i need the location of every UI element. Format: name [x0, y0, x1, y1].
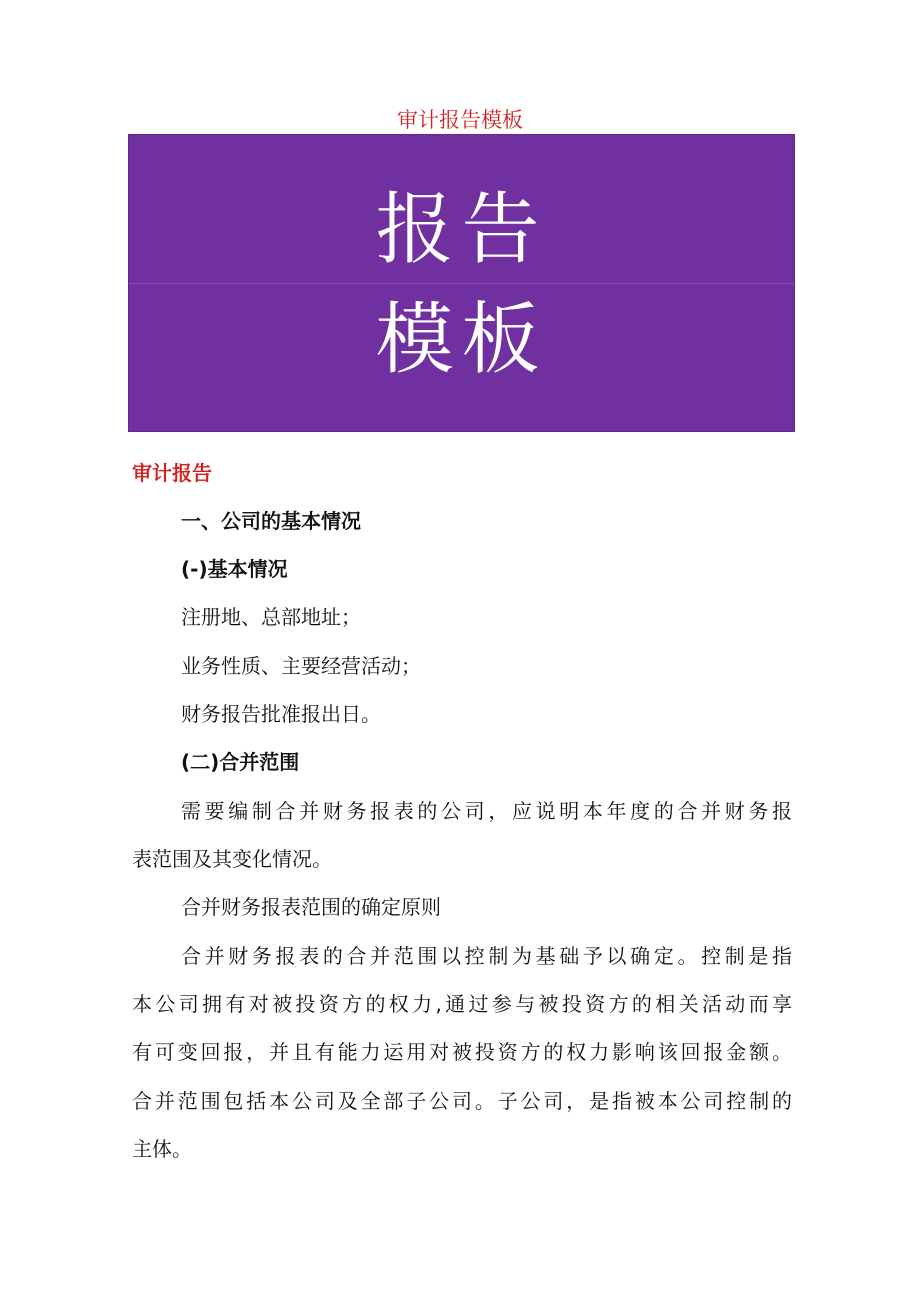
paragraph-title: 合并财务报表范围的确定原则	[181, 895, 441, 919]
cover-divider	[129, 283, 794, 284]
heading-company-basic-info: 一、公司的基本情况	[181, 509, 361, 533]
cover-banner	[128, 134, 795, 432]
paragraph-line: 有可变回报，并且有能力运用对被投资方的权力影响该回报金额。	[132, 1040, 792, 1064]
paragraph-line: 主体。	[132, 1137, 192, 1161]
section-heading: 审计报告	[132, 461, 212, 485]
document-top-title: 审计报告模板	[397, 108, 523, 132]
paragraph-line: 需要编制合并财务报表的公司，应说明本年度的合并财务报	[181, 799, 792, 823]
sub-heading-consolidation-scope: (二)合并范围	[181, 750, 300, 774]
paragraph-line: 合并范围包括本公司及全部子公司。子公司，是指被本公司控制的	[132, 1089, 792, 1113]
sub-heading-basic-info: (-)基本情况	[181, 557, 288, 581]
paragraph-line: 合并财务报表的合并范围以控制为基础予以确定。控制是指	[181, 944, 792, 968]
paragraph-line: 本公司拥有对被投资方的权力,通过参与被投资方的相关活动而享	[132, 992, 792, 1016]
cover-title-line-1: 报告	[375, 185, 548, 275]
paragraph-line: 表范围及其变化情况。	[132, 847, 332, 871]
list-item: 业务性质、主要经营活动；	[181, 654, 421, 678]
list-item: 财务报告批准报出日。	[181, 702, 381, 726]
cover-title-line-2: 模板	[375, 295, 548, 385]
list-item: 注册地、总部地址；	[181, 605, 361, 629]
